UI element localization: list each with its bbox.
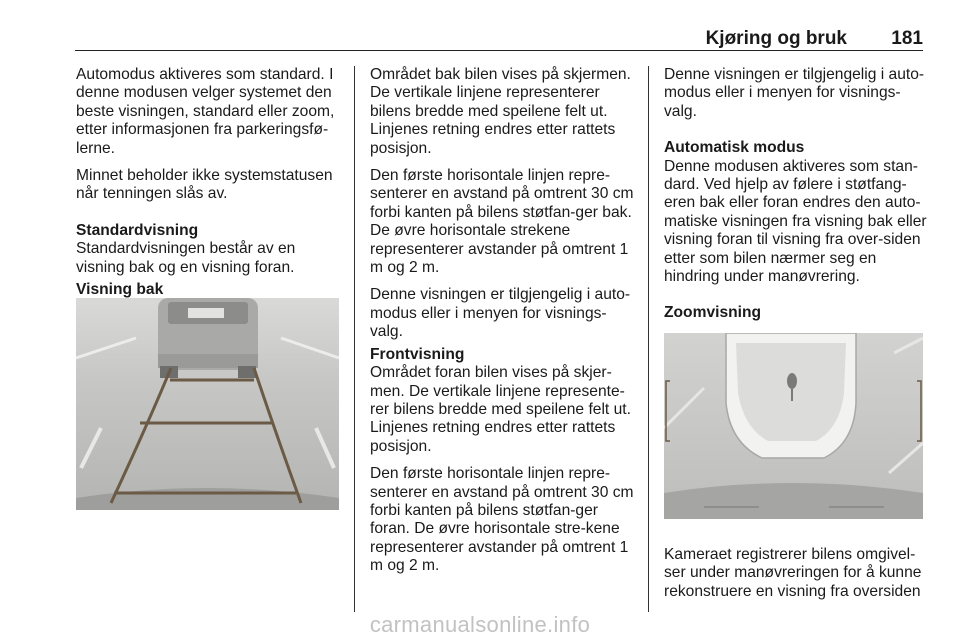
- column-divider: [648, 66, 649, 612]
- heading-standard-view: Standardvisning: [76, 221, 199, 239]
- zoom-view-svg: [664, 333, 923, 519]
- watermark: carmanualsonline.info: [369, 612, 591, 637]
- column-2: [370, 66, 638, 585]
- paragraph: Denne modusen aktiveres som stan-dard. Ved hjelp av følere i støtfang-eren bak eller foran endres den auto-matiske visningen fra visning bak eller visning foran til visning fra over-siden etter som bilen nærmer seg en hindring under manøvrering.: [664, 157, 927, 286]
- paragraph: Standardvisningen består av en visning bak og en visning foran.: [76, 240, 296, 276]
- paragraph: Området foran bilen vises på skjer-men. De vertikale linjene represente-rer bilens bredde med speilene felt ut. Linjenes retning endres etter rattets posisjon.: [370, 364, 631, 455]
- heading-rear-view: Visning bak: [76, 281, 164, 299]
- rear-camera-svg: [76, 298, 339, 510]
- paragraph: Automodus aktiveres som standard. I denne modusen velger systemet den beste visningen, standard eller zoom, etter informasjonen fra parkeringsfø-lerne.: [76, 66, 335, 157]
- paragraph: Kameraet registrerer bilens omgivel-ser under manøvreringen for å kunne rekonstruere en visning fra oversiden: [664, 546, 922, 600]
- page-header: [75, 20, 923, 51]
- rear-camera-illustration: [76, 298, 339, 510]
- paragraph: Denne visningen er tilgjengelig i auto-modus eller i menyen for visnings-valg.: [664, 66, 925, 120]
- column-divider: [354, 66, 355, 612]
- section-title: Kjøring og bruk: [705, 28, 847, 49]
- paragraph: Den første horisontale linjen repre-senterer en avstand på omtrent 30 cm forbi kanten på bilens støtfan-ger bak. De øvre horisontale strekene representerer avstander på omtrent 1 m og 2 m.: [370, 167, 634, 277]
- heading-front-view: Frontvisning: [370, 345, 465, 363]
- paragraph: Denne visningen er tilgjengelig i auto-modus eller i menyen for visnings-valg.: [370, 286, 631, 341]
- heading-zoom-view: Zoomvisning: [664, 304, 762, 322]
- column-3-continued: [664, 546, 928, 610]
- column-3: [664, 66, 928, 323]
- page-number: 181: [891, 28, 923, 49]
- heading-automatic-mode: Automatisk modus: [664, 139, 805, 157]
- zoom-view-illustration: [664, 333, 923, 519]
- paragraph: Minnet beholder ikke systemstatusen når tenningen slås av.: [76, 167, 333, 203]
- paragraph: Området bak bilen vises på skjermen. De vertikale linjene representerer bilens bredde med speilene felt ut. Linjenes retning endres etter rattets posisjon.: [370, 66, 631, 157]
- paragraph: Den første horisontale linjen repre-senterer en avstand på omtrent 30 cm forbi kanten på bilens støtfan-ger foran. De øvre horisontale stre-kene representerer avstander på omtrent 1 m og 2 m.: [370, 465, 634, 575]
- column-1: [76, 66, 344, 299]
